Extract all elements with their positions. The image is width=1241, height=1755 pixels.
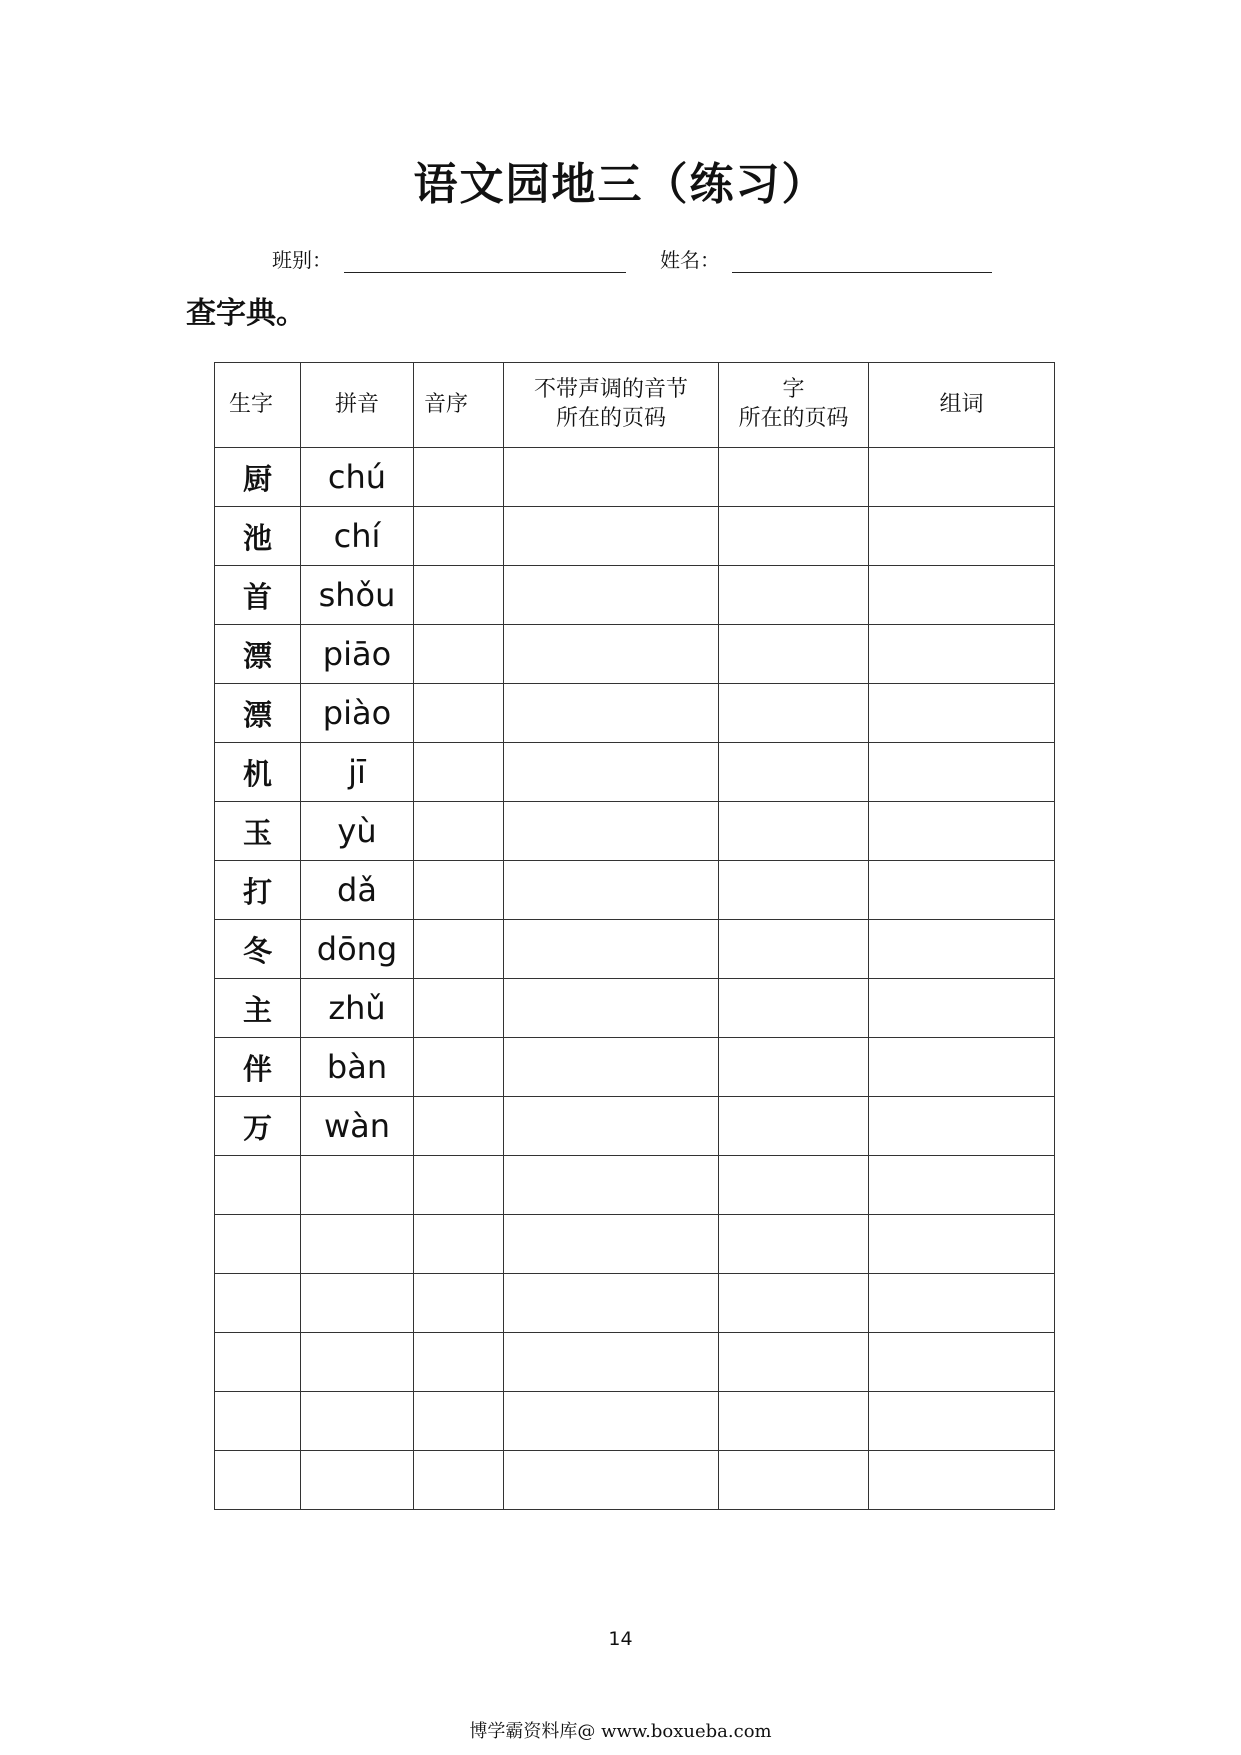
cell-char: [215, 1392, 301, 1451]
header-words: 组词: [869, 363, 1055, 448]
cell-char: [215, 1156, 301, 1215]
cell-pinyin: yù: [301, 802, 414, 861]
cell-char: 伴: [215, 1038, 301, 1097]
cell-words[interactable]: [869, 625, 1055, 684]
cell-char: 首: [215, 566, 301, 625]
footer-watermark: 博学霸资料库@ www.boxueba.com: [469, 1721, 772, 1742]
cell-syllable-page[interactable]: [504, 1097, 719, 1156]
cell-char-page[interactable]: [719, 1097, 869, 1156]
cell-char: 万: [215, 1097, 301, 1156]
cell-words[interactable]: [869, 1038, 1055, 1097]
table-row: [215, 1097, 1055, 1156]
cell-pinyin: [301, 1333, 414, 1392]
cell-syllable-page[interactable]: [504, 920, 719, 979]
table-body: [215, 448, 1055, 1510]
cell-syllable-page[interactable]: [504, 1156, 719, 1215]
cell-char-page[interactable]: [719, 861, 869, 920]
cell-char-page[interactable]: [719, 1392, 869, 1451]
cell-pinyin: [301, 1451, 414, 1510]
table-row: [215, 920, 1055, 979]
table-row: [215, 1156, 1055, 1215]
cell-syllable-page[interactable]: [504, 1451, 719, 1510]
table-header-row: [215, 363, 1055, 448]
cell-words[interactable]: [869, 1274, 1055, 1333]
table-row: [215, 684, 1055, 743]
cell-char: [215, 1333, 301, 1392]
cell-order[interactable]: [414, 566, 504, 625]
cell-words[interactable]: [869, 1392, 1055, 1451]
cell-char-page[interactable]: [719, 979, 869, 1038]
cell-pinyin: [301, 1392, 414, 1451]
cell-char: 玉: [215, 802, 301, 861]
cell-char-page[interactable]: [719, 507, 869, 566]
header-char-page: [719, 363, 869, 448]
cell-char: [215, 1215, 301, 1274]
page-number: 14: [608, 1628, 633, 1650]
cell-order[interactable]: [414, 1333, 504, 1392]
table-row: [215, 1215, 1055, 1274]
cell-syllable-page[interactable]: [504, 1038, 719, 1097]
cell-order[interactable]: [414, 979, 504, 1038]
cell-order[interactable]: [414, 1215, 504, 1274]
cell-order[interactable]: [414, 448, 504, 507]
header-syllable-page-line1: 不带声调的音节: [533, 377, 688, 403]
cell-char: 主: [215, 979, 301, 1038]
cell-order[interactable]: [414, 1097, 504, 1156]
cell-words[interactable]: [869, 1156, 1055, 1215]
cell-pinyin: shǒu: [301, 566, 414, 625]
cell-syllable-page[interactable]: [504, 507, 719, 566]
cell-order[interactable]: [414, 1392, 504, 1451]
cell-order[interactable]: [414, 1451, 504, 1510]
cell-char: 机: [215, 743, 301, 802]
cell-char-page[interactable]: [719, 1274, 869, 1333]
cell-words[interactable]: [869, 802, 1055, 861]
class-blank[interactable]: [344, 252, 626, 273]
table-row: [215, 1274, 1055, 1333]
cell-syllable-page[interactable]: [504, 566, 719, 625]
name-field: [660, 244, 992, 273]
cell-syllable-page[interactable]: [504, 1274, 719, 1333]
cell-pinyin: [301, 1156, 414, 1215]
cell-pinyin: dōng: [301, 920, 414, 979]
cell-order[interactable]: [414, 1038, 504, 1097]
cell-char-page[interactable]: [719, 448, 869, 507]
table-row: [215, 625, 1055, 684]
header-char: 生字: [215, 363, 301, 448]
cell-char-page[interactable]: [719, 1156, 869, 1215]
cell-order[interactable]: [414, 861, 504, 920]
cell-char-page[interactable]: [719, 1215, 869, 1274]
cell-char: 漂: [215, 684, 301, 743]
cell-order[interactable]: [414, 625, 504, 684]
table-row: [215, 1333, 1055, 1392]
cell-char: 冬: [215, 920, 301, 979]
cell-words[interactable]: [869, 448, 1055, 507]
cell-words[interactable]: [869, 1333, 1055, 1392]
cell-order[interactable]: [414, 684, 504, 743]
cell-syllable-page[interactable]: [504, 1333, 719, 1392]
table-row: [215, 861, 1055, 920]
cell-words[interactable]: [869, 861, 1055, 920]
cell-words[interactable]: [869, 979, 1055, 1038]
cell-pinyin: zhǔ: [301, 979, 414, 1038]
cell-char: 厨: [215, 448, 301, 507]
cell-pinyin: chí: [301, 507, 414, 566]
cell-pinyin: [301, 1274, 414, 1333]
cell-words[interactable]: [869, 507, 1055, 566]
table-row: [215, 802, 1055, 861]
name-label: 姓名：: [660, 248, 720, 272]
cell-char-page[interactable]: [719, 1451, 869, 1510]
class-field: [272, 244, 626, 273]
cell-order[interactable]: [414, 1156, 504, 1215]
cell-syllable-page[interactable]: [504, 625, 719, 684]
header-char-page-line1: 字: [782, 377, 805, 403]
cell-order[interactable]: [414, 743, 504, 802]
cell-char-page[interactable]: [719, 566, 869, 625]
cell-words[interactable]: [869, 920, 1055, 979]
header-syllable-page-line2: 所在的页码: [555, 406, 666, 431]
cell-pinyin: dǎ: [301, 861, 414, 920]
cell-words[interactable]: [869, 684, 1055, 743]
cell-char: [215, 1274, 301, 1333]
cell-order[interactable]: [414, 1274, 504, 1333]
cell-pinyin: piào: [301, 684, 414, 743]
table-row: [215, 448, 1055, 507]
header-pinyin: 拼音: [301, 363, 414, 448]
header-syllable-page: [504, 363, 719, 448]
cell-syllable-page[interactable]: [504, 1392, 719, 1451]
cell-char: 打: [215, 861, 301, 920]
cell-char-page[interactable]: [719, 743, 869, 802]
cell-pinyin: jī: [301, 743, 414, 802]
cell-syllable-page[interactable]: [504, 448, 719, 507]
cell-words[interactable]: [869, 743, 1055, 802]
cell-pinyin: chú: [301, 448, 414, 507]
cell-char: [215, 1451, 301, 1510]
table-row: [215, 743, 1055, 802]
cell-pinyin: bàn: [301, 1038, 414, 1097]
cell-words[interactable]: [869, 1215, 1055, 1274]
cell-syllable-page[interactable]: [504, 743, 719, 802]
cell-syllable-page[interactable]: [504, 802, 719, 861]
table-row: [215, 566, 1055, 625]
cell-char-page[interactable]: [719, 625, 869, 684]
cell-pinyin: [301, 1215, 414, 1274]
table-row: [215, 1038, 1055, 1097]
table-row: [215, 507, 1055, 566]
class-label: 班别：: [272, 248, 332, 272]
dictionary-table: [214, 362, 1055, 1510]
cell-order[interactable]: [414, 507, 504, 566]
cell-char-page[interactable]: [719, 802, 869, 861]
section-heading: 查字典。: [186, 296, 306, 331]
cell-syllable-page[interactable]: [504, 861, 719, 920]
table-row: [215, 1451, 1055, 1510]
cell-char-page[interactable]: [719, 684, 869, 743]
header-order: 音序: [414, 363, 504, 448]
cell-char-page[interactable]: [719, 1333, 869, 1392]
cell-pinyin: wàn: [301, 1097, 414, 1156]
cell-char: 池: [215, 507, 301, 566]
cell-char: 漂: [215, 625, 301, 684]
name-blank[interactable]: [732, 252, 992, 273]
cell-order[interactable]: [414, 920, 504, 979]
page-title: 语文园地三（练习）: [413, 159, 828, 210]
cell-words[interactable]: [869, 1097, 1055, 1156]
header-char-page-line2: 所在的页码: [738, 406, 849, 431]
cell-syllable-page[interactable]: [504, 684, 719, 743]
cell-pinyin: piāo: [301, 625, 414, 684]
cell-syllable-page[interactable]: [504, 1215, 719, 1274]
table-row: [215, 1392, 1055, 1451]
cell-char-page[interactable]: [719, 920, 869, 979]
cell-words[interactable]: [869, 1451, 1055, 1510]
cell-char-page[interactable]: [719, 1038, 869, 1097]
cell-order[interactable]: [414, 802, 504, 861]
cell-words[interactable]: [869, 566, 1055, 625]
table-row: [215, 979, 1055, 1038]
cell-syllable-page[interactable]: [504, 979, 719, 1038]
